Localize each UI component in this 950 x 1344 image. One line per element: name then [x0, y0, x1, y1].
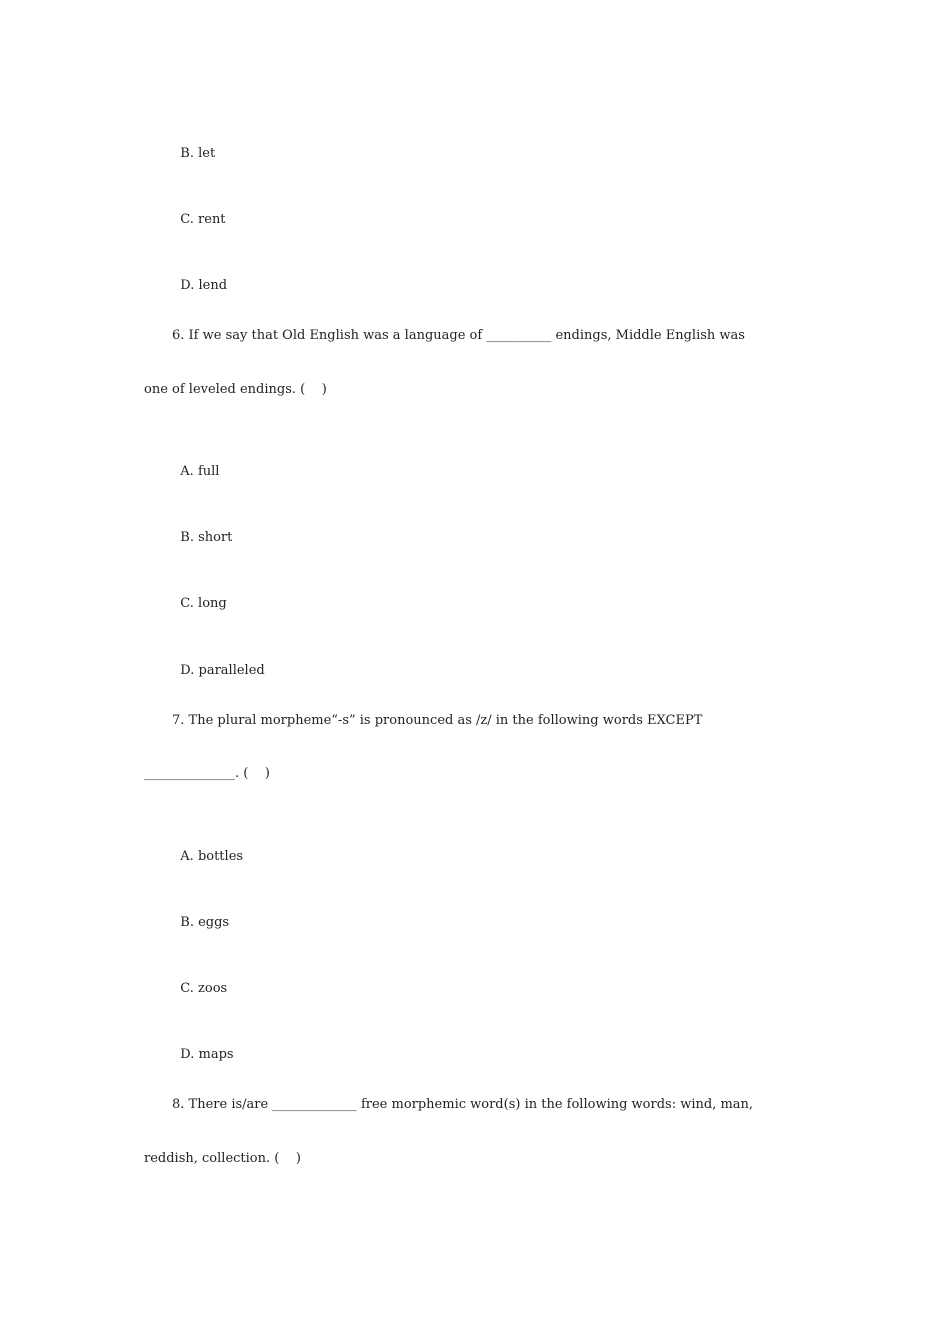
option-letter: B. — [180, 915, 194, 930]
option-d — [172, 647, 265, 679]
option-c — [172, 196, 226, 228]
option-letter: C. — [180, 981, 194, 996]
option-a — [172, 448, 219, 480]
question-7-line-1: 7. The plural morpheme“-s” is pronounced as /z/ in the following words EXCEPT — [172, 713, 703, 728]
question-6-line-1: 6. If we say that Old English was a language of __________ endings, Middle English was — [172, 328, 745, 343]
option-text: let — [198, 146, 216, 161]
option-text: lend — [198, 278, 228, 293]
option-letter: C. — [180, 212, 194, 227]
option-letter: D. — [180, 1047, 195, 1062]
option-text: paralleled — [198, 663, 265, 678]
option-letter: B. — [180, 146, 194, 161]
option-letter: B. — [180, 530, 194, 545]
option-d — [172, 1031, 234, 1063]
option-text: zoos — [198, 981, 228, 996]
question-7-line-2: ______________. ( ) — [144, 766, 270, 781]
option-a — [172, 833, 243, 865]
question-6-line-2: one of leveled endings. ( ) — [144, 382, 327, 397]
option-text: eggs — [198, 915, 230, 930]
option-b — [172, 514, 232, 546]
option-text: rent — [198, 212, 226, 227]
option-letter: D. — [180, 663, 195, 678]
option-text: maps — [198, 1047, 234, 1062]
question-8-line-1: 8. There is/are _____________ free morphemic word(s) in the following words: wind, man, — [172, 1097, 754, 1112]
option-c — [172, 580, 227, 612]
option-letter: C. — [180, 596, 194, 611]
option-text: full — [197, 464, 220, 479]
option-text: long — [198, 596, 227, 611]
option-text: bottles — [197, 849, 244, 864]
option-text: short — [198, 530, 233, 545]
option-c — [172, 965, 227, 997]
question-8-line-2: reddish, collection. ( ) — [144, 1151, 301, 1166]
option-b — [172, 130, 215, 162]
option-b — [172, 899, 229, 931]
option-letter: A. — [180, 849, 194, 864]
option-d — [172, 262, 227, 294]
option-letter: A. — [180, 464, 194, 479]
option-letter: D. — [180, 278, 195, 293]
